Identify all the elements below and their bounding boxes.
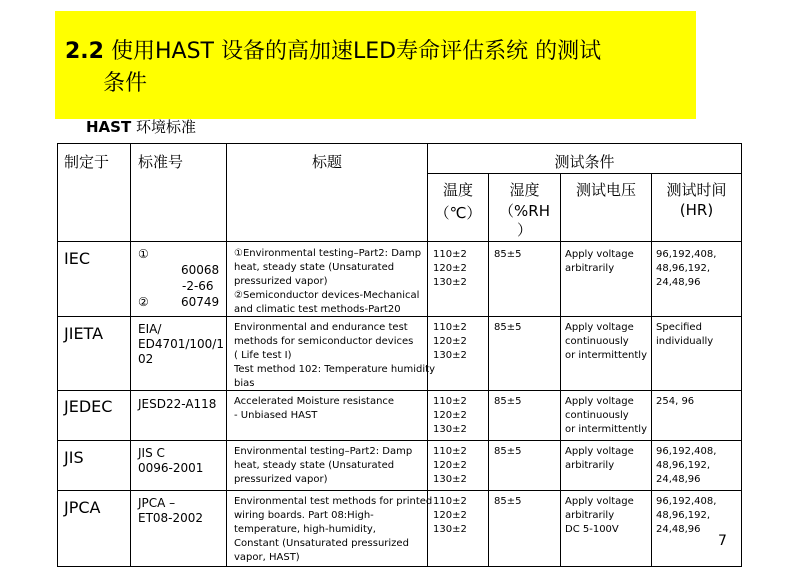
header-subdivider [427, 173, 742, 174]
row-jedec-temps: 110±2 120±2 130±2 [433, 396, 467, 435]
row-iec-time: 96,192,408, 48,96,192, 24,48,96 [656, 249, 717, 288]
header-std-no: 标准号 [138, 153, 184, 171]
header-voltage: 测试电压 [575, 181, 636, 199]
col-divider-1 [130, 143, 131, 567]
header-test-conditions: 测试条件 [554, 153, 615, 171]
header-time-unit: (HR) [679, 201, 714, 219]
row-iec-std-3: -2-66 [182, 279, 214, 293]
header-time: 测试时间 [666, 181, 727, 199]
row-iec-humidity: 85±5 [494, 249, 522, 260]
section-number: 2.2 [65, 39, 104, 64]
row-jedec-time: 254, 96 [656, 396, 695, 407]
row-jis-voltage: Apply voltage arbitrarily [565, 446, 634, 471]
row-divider-5 [57, 490, 742, 491]
row-jpca-std: JPCA – ET08-2002 [138, 496, 204, 525]
row-jis-time: 96,192,408, 48,96,192, 24,48,96 [656, 446, 717, 485]
row-jpca-title: Environmental test methods for printed wiring boards. Part 08:High- temperature, high-humidity, Constant (Unsaturated pressurized vapor, HAST) [234, 496, 433, 563]
title-banner [55, 11, 696, 119]
row-jieta-humidity: 85±5 [494, 322, 522, 333]
row-jis-title: Environmental testing–Part2: Damp heat, steady state (Unsaturated pressurized vapor) [234, 446, 413, 485]
row-jedec-std: JESD22-A118 [138, 397, 217, 411]
row-jieta-org: JIETA [64, 324, 104, 343]
row-divider-1 [57, 241, 742, 242]
subtitle-bold: HAST [86, 118, 132, 136]
col-divider-2 [226, 143, 227, 567]
table-border-right [741, 143, 742, 567]
col-divider-5 [560, 173, 561, 567]
row-iec-temps: 110±2 120±2 130±2 [433, 249, 467, 288]
header-humidity: 湿度 [509, 181, 540, 199]
row-iec-voltage: Apply voltage arbitrarily [565, 249, 634, 274]
page-title-line1 [65, 34, 601, 65]
header-temp-unit: （℃） [434, 204, 482, 222]
subtitle-rest: 环境标准 [135, 118, 196, 136]
row-iec-std-2: 60068 [181, 263, 220, 277]
table-border-bottom [57, 566, 742, 567]
header-title: 标题 [311, 153, 342, 171]
row-jis-org: JIS [64, 448, 84, 467]
header-humidity-unit: （%RH [499, 202, 550, 220]
row-iec-title: ①Environmental testing–Part2: Damp heat, steady state (Unsaturated pressurized vapor) ②Semiconductor devices-Mechanical and climatic test methods-Part20 [234, 248, 422, 315]
standards-table [57, 143, 742, 567]
col-divider-6 [651, 173, 652, 567]
subtitle [86, 116, 196, 137]
row-divider-4 [57, 440, 742, 441]
row-jpca-org: JPCA [64, 498, 101, 517]
row-jedec-voltage: Apply voltage continuously or intermittently [565, 396, 648, 435]
row-jedec-humidity: 85±5 [494, 396, 522, 407]
row-jedec-org: JEDEC [64, 397, 113, 416]
row-jis-std: JIS C 0096-2001 [138, 446, 204, 475]
row-jieta-std: EIA/ ED4701/100/1 02 [138, 322, 224, 366]
table-border-left [57, 143, 58, 567]
row-iec-std-4: ② [138, 295, 149, 309]
table-border-top [57, 143, 742, 144]
row-iec-std-1: ① [138, 247, 149, 261]
page-number: 7 [718, 533, 727, 549]
row-jieta-voltage: Apply voltage continuously or intermittently [565, 322, 648, 361]
row-iec-std-5: 60749 [181, 295, 220, 309]
header-org: 制定于 [64, 153, 110, 171]
title-text: 使用HAST 设备的高加速LED寿命评估系统 的测试 [110, 39, 602, 64]
row-jpca-time: 96,192,408, 48,96,192, 24,48,96 [656, 496, 717, 535]
row-jpca-voltage: Apply voltage arbitrarily DC 5-100V [565, 496, 634, 535]
row-jieta-temps: 110±2 120±2 130±2 [433, 322, 467, 361]
row-iec-org: IEC [64, 249, 90, 268]
row-jis-humidity: 85±5 [494, 446, 522, 457]
row-jieta-time: Specified individually [656, 322, 714, 347]
header-temp: 温度 [442, 181, 473, 199]
row-jis-temps: 110±2 120±2 130±2 [433, 446, 467, 485]
row-jieta-title: Environmental and endurance test methods for semiconductor devices ( Life test I) Test method 102: Temperature humidity bias [234, 322, 435, 389]
row-jedec-title: Accelerated Moisture resistance - Unbiased HAST [234, 396, 395, 421]
row-jpca-temps: 110±2 120±2 130±2 [433, 496, 467, 535]
row-jpca-humidity: 85±5 [494, 496, 522, 507]
page-title-line2: 条件 [103, 71, 148, 96]
header-humidity-close: ） [516, 221, 532, 239]
